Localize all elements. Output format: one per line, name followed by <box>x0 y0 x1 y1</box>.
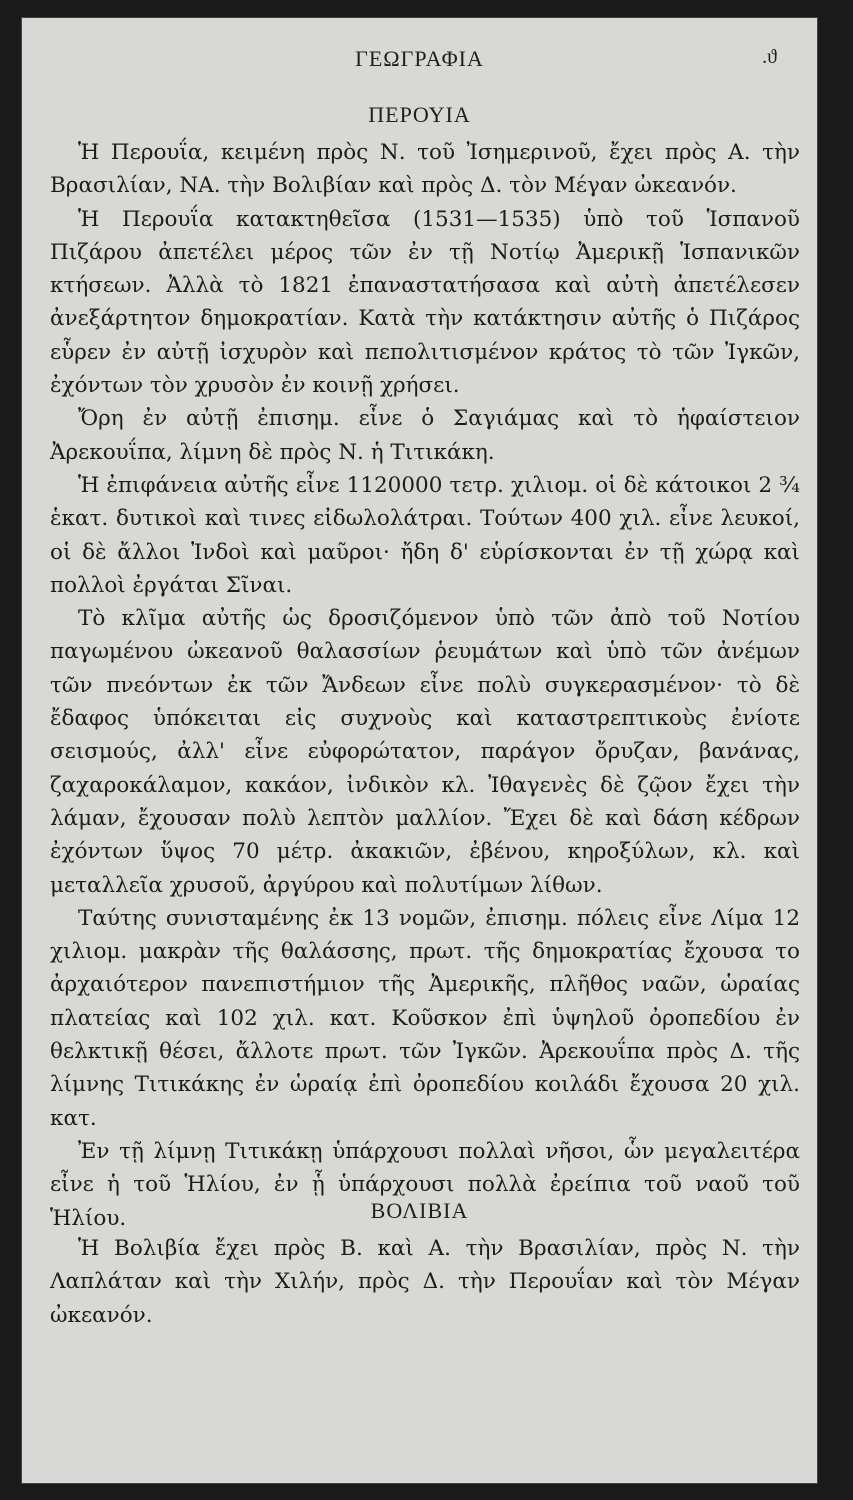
paragraph: Ἡ Βολιβία ἔχει πρὸς Β. καὶ Α. τὴν Βρασιλίαν, πρὸς Ν. τὴν Λαπλάταν καὶ τὴν Χιλήν, πρὸς Δ. τὴν Περουΐαν καὶ τὸν Μέγαν ὠκεανόν. <box>50 1236 800 1328</box>
running-title: ΓΕΩΓΡΑΦΙΑ <box>355 46 484 71</box>
paragraph: Ἡ Περουΐα κατακτηθεῖσα (1531—1535) ὑπὸ τοῦ Ἱσπανοῦ Πιζάρου ἀπετέλει μέρος τῶν ἐν τῇ Νοτίῳ Ἀμερικῇ Ἱσπανικῶν κτήσεων. Ἀλλὰ τὸ 1821 ἐπαναστατήσασα καὶ αὐτὴ ἀπετέλεσεν ἀνεξάρτητον δημοκρατίαν. Κατὰ τὴν κατάκτησιν αὐτῆς ὁ Πιζάρος εὗρεν ἐν αὐτῇ ἰσχυρὸν καὶ πεπολιτισμένον κράτος τὸ τῶν Ἰγκῶν, ἐχόντων τὸν χρυσὸν ἐν κοινῇ χρήσει. <box>50 206 800 399</box>
paragraph: Ἐν τῇ λίμνῃ Τιτικάκῃ ὑπάρχουσι πολλαὶ νῆσοι, ὧν μεγαλειτέρα εἶνε ἡ τοῦ Ἡλίου, ἐν ᾗ ὑπάρχουσι πολλὰ ἐρείπια τοῦ ναοῦ τοῦ Ἡλίου. <box>50 1138 800 1231</box>
paragraph: Τὸ κλῖμα αὐτῆς ὡς δροσιζόμενον ὑπὸ τῶν ἀπὸ τοῦ Νοτίου παγωμένου ὠκεανοῦ θαλασσίων ῥευμάτων καὶ ὑπὸ τῶν ἀνέμων τῶν πνεόντων ἐκ τῶν Ἄνδεων εἶνε πολὺ συγκερασμένον· τὸ δὲ ἔδαφος ὑπόκειται εἰς συχνοὺς καὶ καταστρεπτικοὺς ἐνίοτε σεισμούς, ἀλλ' εἶνε εὐφορώτατον, παράγον ὄρυζαν, βανάνας, ζαχαροκάλαμον, κακάον, ἰνδικὸν κλ. Ἰθαγενὲς δὲ ζῷον ἔχει τὴν λάμαν, ἔχουσαν πολὺ λεπτὸν μαλλίον. Ἔχει δὲ καὶ δάση κέδρων ἐχόντων ὕψος 70 μέτρ. ἀκακιῶν, ἐβένου, κηροξύλων, κλ. καὶ μεταλλεῖα χρυσοῦ, ἀργύρου καὶ πολυτίμων λίθων. <box>50 606 800 898</box>
book-page <box>22 18 817 1483</box>
paragraph: Ἡ Περουΐα, κειμένη πρὸς Ν. τοῦ Ἰσημερινοῦ, ἔχει πρὸς Α. τὴν Βρασιλίαν, ΝΑ. τὴν Βολιβίαν καὶ πρὸς Δ. τὸν Μέγαν ὠκεανόν. <box>50 140 800 199</box>
paragraph: Ἡ ἐπιφάνεια αὐτῆς εἶνε 1120000 τετρ. χιλιομ. οἱ δὲ κάτοικοι 2 ¾ ἑκατ. δυτικοὶ καὶ τινες εἰδωλολάτραι. Τούτων 400 χιλ. εἶνε λευκοί, οἱ δὲ ἄλλοι Ἰνδοὶ καὶ μαῦροι· ἤδη δ' εὑρίσκονται ἐν τῇ χώρᾳ καὶ πολλοὶ ἐργάται Σῖναι. <box>50 472 800 598</box>
paragraph: Ὄρη ἐν αὐτῇ ἐπισημ. εἶνε ὁ Σαγιάμας καὶ τὸ ἡφαίστειον Ἀρεκουΐπα, λίμνη δὲ πρὸς Ν. ἡ Τιτικάκη. <box>50 406 800 465</box>
page-number: .ϑ <box>762 46 777 68</box>
section-body-bolivia <box>50 1232 800 1332</box>
paragraph: Ταύτης συνισταμένης ἐκ 13 νομῶν, ἐπισημ. πόλεις εἶνε Λίμα 12 χιλιομ. μακρὰν τῆς θαλάσσης, πρωτ. τῆς δημοκρατίας ἔχουσα το ἀρχαιότερον πανεπιστήμιον τῆς Ἀμερικῆς, πλῆθος ναῶν, ὡραίας πλατείας καὶ 102 χιλ. κατ. Κοῦσκον ἐπὶ ὑψηλοῦ ὀροπεδίου ἐν θελκτικῇ θέσει, ἄλλοτε πρωτ. τῶν Ἰγκῶν. Ἀρεκουΐπα πρὸς Δ. τῆς λίμνης Τιτικάκης ἐν ὡραίᾳ ἐπὶ ὀροπεδίου κοιλάδι ἔχουσα 20 χιλ. κατ. <box>50 905 800 1131</box>
section-title-bolivia: ΒΟΛΙΒΙΑ <box>370 1198 469 1223</box>
section-body-peru <box>50 136 800 1235</box>
section-title-peru: ΠΕΡΟΥΙΑ <box>368 102 471 127</box>
